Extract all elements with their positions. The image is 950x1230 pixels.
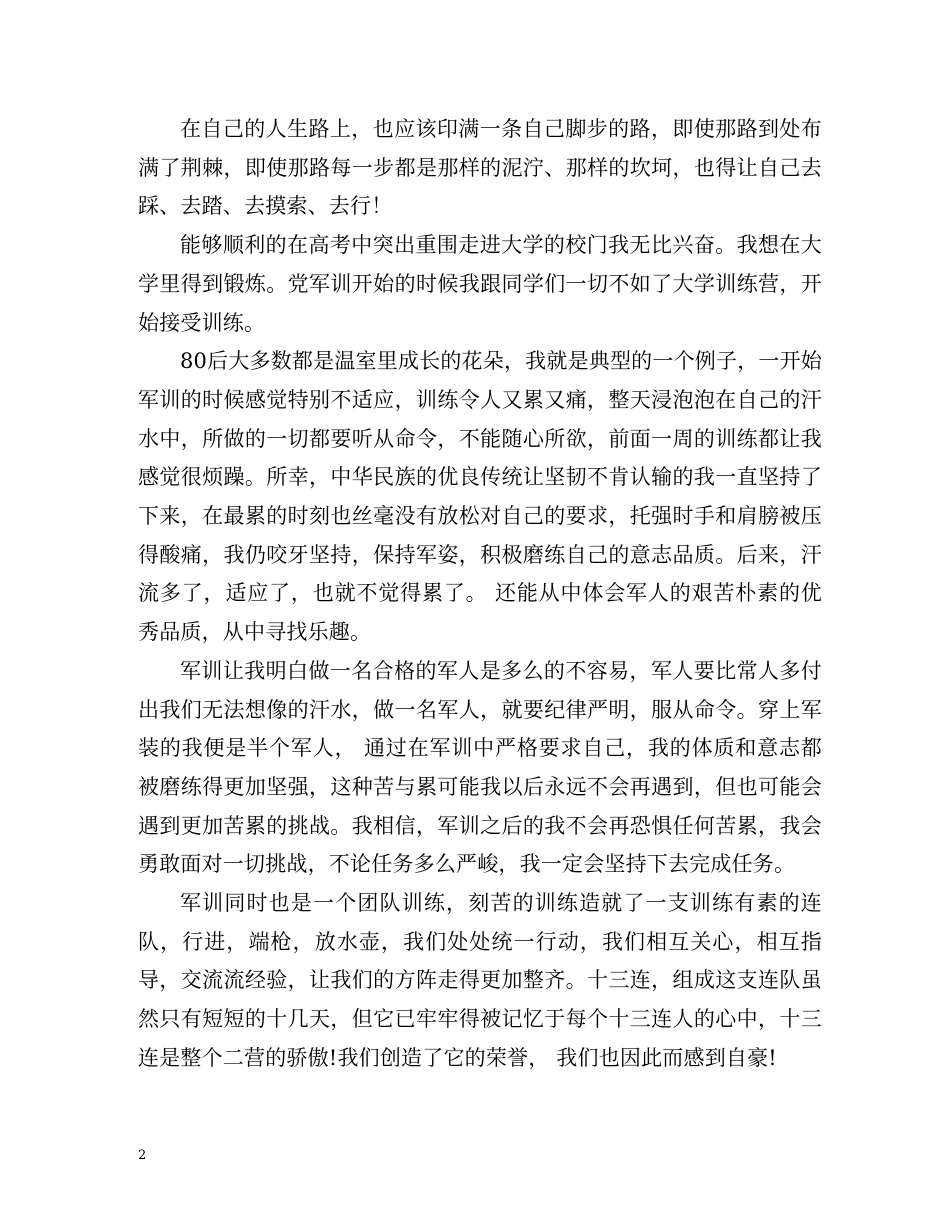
page-number: 2	[138, 1148, 147, 1163]
paragraph-5: 军训同时也是一个团队训练，刻苦的训练造就了一支训练有素的连队，行进，端枪，放水壶，我们处处统一行动，我们相互关心，相互指导，交流流经验，让我们的方阵走得更加整齐。十三连，组成这支连队虽然只有短短的十几天，但它已牢牢得被记忆于每个十三连人的心中，十三连是整个二营的骄傲!我们创造了它的荣誉， 我们也因此而感到自豪!	[138, 891, 822, 1070]
paragraph-4: 军训让我明白做一名合格的军人是多么的不容易，军人要比常人多付出我们无法想像的汗水，做一名军人，就要纪律严明，服从命令。穿上军装的我便是半个军人， 通过在军训中严格要求自己，我的体质和意志都被磨练得更加坚强，这种苦与累可能我以后永远不会再遇到，但也可能会遇到更加苦累的挑战。我相信，军训之后的我不会再恐惧任何苦累，我会勇敢面对一切挑战，不论任务多么严峻，我一定会坚持下去完成任务。	[138, 658, 822, 877]
paragraph-2: 能够顺利的在高考中突出重围走进大学的校门我无比兴奋。我想在大学里得到锻炼。党军训开始的时候我跟同学们一切不如了大学训练营，开始接受训练。	[138, 233, 822, 335]
document-body	[138, 110, 822, 1078]
paragraph-1: 在自己的人生路上，也应该印满一条自己脚步的路，即使那路到处布满了荆棘，即使那路每一步都是那样的泥泞、那样的坎坷，也得让自己去踩、去踏、去摸索、去行！	[138, 117, 822, 219]
paragraph-3: 80后大多数都是温室里成长的花朵，我就是典型的一个例子，一开始军训的时候感觉特别不适应，训练令人又累又痛，整天浸泡泡在自己的汗水中，所做的一切都要听从命令，不能随心所欲，前面一周的训练都让我感觉很烦躁。所幸，中华民族的优良传统让坚韧不肯认输的我一直坚持了下来，在最累的时刻也丝毫没有放松对自己的要求，托强时手和肩膀被压得酸痛，我仍咬牙坚持，保持军姿，积极磨练自己的意志品质。后来，汗流多了，适应了，也就不觉得累了。 还能从中体会军人的艰苦朴素的优秀品质，从中寻找乐趣。	[138, 349, 822, 645]
